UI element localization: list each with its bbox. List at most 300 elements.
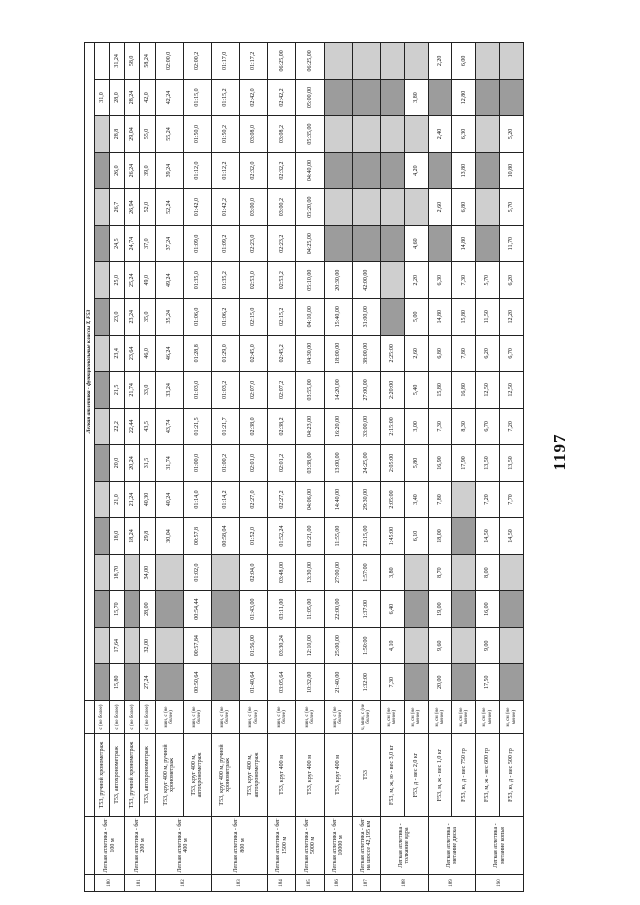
value-cell: [452, 481, 476, 518]
value-cell: 03:21,00: [296, 518, 324, 555]
value-cell: 2:05:00: [380, 445, 404, 482]
value-cell: [95, 189, 110, 226]
value-cell: 16,80: [452, 372, 476, 409]
value-cell: 02:07,0: [240, 372, 268, 409]
value-cell: 8,70: [428, 554, 452, 591]
value-cell: [352, 116, 380, 153]
value-cell: 02:23,2: [268, 225, 296, 262]
value-cell: 01:21,7: [211, 408, 239, 445]
value-cell: 29,04: [125, 116, 140, 153]
discipline-name: Легкая атлетика - бег 1500 м: [268, 817, 296, 875]
value-cell: 20:30,00: [324, 262, 352, 299]
value-cell: 11,70: [500, 225, 524, 262]
value-cell: [95, 262, 110, 299]
value-cell: [95, 554, 110, 591]
value-cell: 39,24: [155, 152, 183, 189]
value-cell: 26,94: [125, 189, 140, 226]
value-cell: 33,0: [140, 372, 155, 409]
value-cell: [352, 152, 380, 189]
value-cell: 7,70: [500, 481, 524, 518]
row-number: 182: [155, 875, 211, 892]
value-cell: 25,0: [110, 262, 125, 299]
value-cell: [404, 189, 428, 226]
row-number: 181: [125, 875, 155, 892]
sub-discipline: Т53, круг 400 м: [324, 734, 352, 817]
value-cell: 6,70: [500, 335, 524, 372]
unit: мин, с (не более): [296, 701, 324, 734]
value-cell: [404, 43, 428, 80]
value-cell: [500, 43, 524, 80]
value-cell: [324, 189, 352, 226]
value-cell: 2,20: [404, 262, 428, 299]
value-cell: 15,80: [110, 664, 125, 701]
value-cell: [476, 225, 500, 262]
value-cell: 2:05:00: [380, 481, 404, 518]
value-cell: 02:42,0: [240, 79, 268, 116]
value-cell: 7,30: [380, 664, 404, 701]
value-cell: 11:05,00: [296, 591, 324, 628]
value-cell: 06:25,00: [296, 43, 324, 80]
row-number: 190: [476, 875, 524, 892]
sub-discipline: Т53, круг 400 м, автохронометраж: [183, 734, 211, 817]
value-cell: [155, 591, 183, 628]
value-cell: 02:32,0: [240, 152, 268, 189]
value-cell: 01:40,64: [240, 664, 268, 701]
value-cell: 29,8: [140, 518, 155, 555]
value-cell: 10:32,00: [296, 664, 324, 701]
value-cell: 21,24: [125, 481, 140, 518]
table-row: [476, 43, 500, 892]
value-cell: 21,0: [110, 481, 125, 518]
value-cell: 49,0: [140, 262, 155, 299]
value-cell: 6,80: [452, 189, 476, 226]
value-cell: 02:53,2: [268, 262, 296, 299]
standards-table: [84, 42, 524, 892]
table-row: [296, 43, 324, 892]
discipline-name: Легкая атлетика - метание диска: [428, 817, 476, 875]
value-cell: 18,70: [110, 554, 125, 591]
value-cell: 01:50,2: [211, 116, 239, 153]
value-cell: [476, 79, 500, 116]
unit: мин, с (не более): [211, 701, 239, 734]
row-number: 188: [380, 875, 428, 892]
value-cell: [125, 664, 140, 701]
value-cell: 03:11,00: [268, 591, 296, 628]
value-cell: 4,20: [404, 152, 428, 189]
value-cell: 37,0: [140, 225, 155, 262]
value-cell: 5,00: [404, 298, 428, 335]
value-cell: 16:20,00: [324, 408, 352, 445]
value-cell: 01:15,0: [183, 79, 211, 116]
value-cell: 7,80: [452, 335, 476, 372]
value-cell: 27:00,00: [324, 554, 352, 591]
value-cell: 06:25,00: [268, 43, 296, 80]
table-row: [324, 43, 352, 892]
value-cell: [211, 664, 239, 701]
value-cell: 18:00,00: [324, 335, 352, 372]
value-cell: 01:12,0: [183, 152, 211, 189]
value-cell: 46,24: [155, 335, 183, 372]
value-cell: 01:50,0: [183, 116, 211, 153]
table-row: [452, 43, 476, 892]
value-cell: [95, 481, 110, 518]
value-cell: [324, 225, 352, 262]
value-cell: 13,50: [476, 445, 500, 482]
value-cell: 3,00: [404, 408, 428, 445]
value-cell: 39,0: [140, 152, 155, 189]
value-cell: 12,80: [452, 79, 476, 116]
sub-discipline: Т53, круг 400 м, ручной хронометраж: [155, 734, 183, 817]
value-cell: 27,24: [140, 664, 155, 701]
discipline-name: Легкая атлетика - бег на шоссе 42,195 км: [352, 817, 380, 875]
value-cell: [476, 189, 500, 226]
value-cell: 27:00,00: [352, 372, 380, 409]
value-cell: 55,24: [155, 116, 183, 153]
value-cell: 6,20: [476, 335, 500, 372]
value-cell: 31,74: [155, 445, 183, 482]
value-cell: [95, 152, 110, 189]
value-cell: 21,74: [125, 372, 140, 409]
value-cell: [500, 664, 524, 701]
value-cell: 04:40,00: [296, 152, 324, 189]
value-cell: [380, 298, 404, 335]
value-cell: [452, 627, 476, 664]
value-cell: 1:50:00: [352, 627, 380, 664]
value-cell: 5,70: [500, 189, 524, 226]
value-cell: 13:30,00: [296, 554, 324, 591]
value-cell: 43,5: [140, 408, 155, 445]
value-cell: 03:00,0: [240, 189, 268, 226]
value-cell: [95, 591, 110, 628]
value-cell: 01:09,2: [211, 225, 239, 262]
value-cell: 05:10,00: [296, 262, 324, 299]
value-cell: [125, 554, 140, 591]
value-cell: 01:43,00: [240, 591, 268, 628]
unit: мин, с (не более): [155, 701, 183, 734]
value-cell: 6,80: [428, 335, 452, 372]
value-cell: 11:55,00: [324, 518, 352, 555]
table-header: Легкая атлетика - функциональные классы T, F53: [85, 43, 95, 701]
value-cell: [476, 116, 500, 153]
value-cell: 26,24: [125, 152, 140, 189]
value-cell: [211, 627, 239, 664]
table-row: [211, 43, 239, 892]
value-cell: 1:32:00: [352, 664, 380, 701]
value-cell: 11,50: [476, 298, 500, 335]
page-number: 1197: [550, 433, 569, 471]
value-cell: 02:45,0: [240, 335, 268, 372]
sub-discipline: F53, м, ж - вес 600 гр: [476, 734, 500, 817]
value-cell: 00:57,84: [183, 627, 211, 664]
value-cell: [404, 627, 428, 664]
value-cell: [500, 79, 524, 116]
value-cell: 02:15,2: [268, 298, 296, 335]
value-cell: 01:42,2: [211, 189, 239, 226]
value-cell: 1:45:00: [380, 518, 404, 555]
unit: м, см (не менее): [380, 701, 404, 734]
value-cell: 15:40,00: [324, 298, 352, 335]
value-cell: 18,24: [125, 518, 140, 555]
value-cell: 03:30,24: [268, 627, 296, 664]
value-cell: 22,2: [110, 408, 125, 445]
value-cell: 12,50: [476, 372, 500, 409]
value-cell: 13,50: [500, 445, 524, 482]
value-cell: 52,0: [140, 189, 155, 226]
value-cell: [95, 408, 110, 445]
unit: мин, с (не более): [324, 701, 352, 734]
sub-discipline: Т53, круг 400 м: [296, 734, 324, 817]
value-cell: 34,00: [140, 554, 155, 591]
value-cell: 20,0: [110, 445, 125, 482]
value-cell: 01:12,2: [211, 152, 239, 189]
value-cell: 28,24: [125, 79, 140, 116]
unit: мин, с (не более): [183, 701, 211, 734]
value-cell: 31,5: [140, 445, 155, 482]
value-cell: 02:00,0: [155, 43, 183, 80]
unit: с (не более): [140, 701, 155, 734]
row-number: 184: [268, 875, 296, 892]
value-cell: 42:00,00: [352, 262, 380, 299]
value-cell: 03:38,00: [296, 445, 324, 482]
value-cell: [95, 43, 110, 80]
unit: мин, с (не более): [240, 701, 268, 734]
value-cell: 14,50: [500, 518, 524, 555]
value-cell: 02:01,2: [268, 445, 296, 482]
value-cell: 17,64: [110, 627, 125, 664]
value-cell: 20,24: [125, 445, 140, 482]
value-cell: 20,00: [428, 664, 452, 701]
value-cell: 2,60: [404, 335, 428, 372]
sub-discipline: Т53, круг 400 м, автохронометраж: [240, 734, 268, 817]
value-cell: 05:20,00: [296, 189, 324, 226]
discipline-name: Легкая атлетика - метание копья: [476, 817, 524, 875]
value-cell: 01:15,2: [211, 79, 239, 116]
value-cell: [380, 43, 404, 80]
value-cell: 15,80: [452, 298, 476, 335]
value-cell: [95, 627, 110, 664]
value-cell: [211, 591, 239, 628]
value-cell: 01:17,2: [240, 43, 268, 80]
value-cell: 21:40,00: [324, 664, 352, 701]
value-cell: 4,60: [404, 225, 428, 262]
value-cell: [380, 189, 404, 226]
value-cell: 8,30: [452, 408, 476, 445]
row-number: 187: [352, 875, 380, 892]
value-cell: 04:30,00: [296, 335, 324, 372]
value-cell: 23,4: [110, 335, 125, 372]
value-cell: [125, 627, 140, 664]
row-number: 189: [428, 875, 476, 892]
value-cell: 21,5: [110, 372, 125, 409]
table-row: [428, 43, 452, 892]
value-cell: [352, 225, 380, 262]
value-cell: 37,24: [155, 225, 183, 262]
value-cell: 5,80: [404, 445, 428, 482]
value-cell: 8,00: [476, 554, 500, 591]
value-cell: [211, 554, 239, 591]
value-cell: 12:10,00: [296, 627, 324, 664]
value-cell: 15,80: [428, 372, 452, 409]
unit: м, см (не менее): [428, 701, 452, 734]
value-cell: 40,24: [155, 481, 183, 518]
value-cell: 02:04,0: [240, 554, 268, 591]
sub-discipline: Т53: [352, 734, 380, 817]
value-cell: 19,00: [428, 591, 452, 628]
value-cell: 02:27,2: [268, 481, 296, 518]
table-row: [183, 43, 211, 892]
value-cell: 3,40: [404, 481, 428, 518]
value-cell: 29:30,00: [352, 481, 380, 518]
value-cell: 23,64: [125, 335, 140, 372]
discipline-name: Легкая атлетика - бег 100 м: [95, 817, 125, 875]
value-cell: 9,60: [428, 627, 452, 664]
sub-discipline: Т53, автохронометраж: [110, 734, 125, 817]
value-cell: 14,80: [452, 225, 476, 262]
value-cell: 7,30: [428, 408, 452, 445]
value-cell: 31,24: [110, 43, 125, 80]
discipline-name: Легкая атлетика - бег 5000 м: [296, 817, 324, 875]
value-cell: [95, 372, 110, 409]
value-cell: 4,10: [380, 627, 404, 664]
unit: с (не более): [110, 701, 125, 734]
value-cell: [500, 591, 524, 628]
unit: с (не более): [95, 701, 110, 734]
value-cell: 5,20: [500, 116, 524, 153]
value-cell: 01:00,2: [211, 445, 239, 482]
value-cell: 01:00,0: [183, 445, 211, 482]
value-cell: 05:35,00: [296, 116, 324, 153]
table-row: [110, 43, 125, 892]
discipline-name: Легкая атлетика - бег 200 м: [125, 817, 155, 875]
value-cell: 02:32,2: [268, 152, 296, 189]
value-cell: [95, 225, 110, 262]
value-cell: 35,0: [140, 298, 155, 335]
value-cell: 7,20: [476, 481, 500, 518]
value-cell: 7,30: [452, 262, 476, 299]
value-cell: 01:35,2: [211, 262, 239, 299]
sub-discipline: F53, д - вес 2,0 кг: [404, 734, 428, 817]
value-cell: [476, 152, 500, 189]
table-row: [268, 43, 296, 892]
row-number: 185: [296, 875, 324, 892]
value-cell: 00:54,44: [183, 591, 211, 628]
sub-discipline: Т53, ручной хронометраж: [125, 734, 140, 817]
unit: м, см (не менее): [452, 701, 476, 734]
sub-discipline: Т53, автохронометраж: [140, 734, 155, 817]
value-cell: 01:02,0: [183, 554, 211, 591]
unit: м, см (не менее): [404, 701, 428, 734]
value-cell: 17,50: [476, 664, 500, 701]
value-cell: 03:48,00: [268, 554, 296, 591]
value-cell: 01:56,00: [240, 627, 268, 664]
value-cell: 2:20:00: [380, 372, 404, 409]
row-number: 183: [211, 875, 267, 892]
value-cell: 03:00,2: [268, 189, 296, 226]
value-cell: 03:05,64: [268, 664, 296, 701]
value-cell: [452, 554, 476, 591]
value-cell: [380, 116, 404, 153]
value-cell: 46,0: [140, 335, 155, 372]
value-cell: 22,44: [125, 408, 140, 445]
value-cell: 12,50: [500, 372, 524, 409]
value-cell: 6,00: [452, 43, 476, 80]
table-row: [404, 43, 428, 892]
table-row: [125, 43, 140, 892]
table-row: [240, 43, 268, 892]
value-cell: 05:00,00: [296, 79, 324, 116]
value-cell: 02:38,2: [268, 408, 296, 445]
value-cell: [95, 335, 110, 372]
value-cell: 14,80: [428, 298, 452, 335]
value-cell: 14:20,00: [324, 372, 352, 409]
value-cell: [324, 116, 352, 153]
value-cell: 14,50: [476, 518, 500, 555]
table-header-row: [85, 43, 95, 892]
table-row: [352, 43, 380, 892]
value-cell: 03:08,0: [240, 116, 268, 153]
value-cell: 02:53,0: [240, 262, 268, 299]
table-row: [95, 43, 110, 892]
value-cell: 24:25,00: [352, 445, 380, 482]
value-cell: [155, 554, 183, 591]
value-cell: 40,30: [140, 481, 155, 518]
sub-discipline: F53, ю, д - вес 750 гр: [452, 734, 476, 817]
value-cell: 43,74: [155, 408, 183, 445]
value-cell: [452, 591, 476, 628]
sub-discipline: Т53, ручной хронометраж: [95, 734, 110, 817]
value-cell: [452, 518, 476, 555]
table-row: [500, 43, 524, 892]
value-cell: 01:52,24: [268, 518, 296, 555]
value-cell: 6,20: [500, 262, 524, 299]
value-cell: 25,24: [125, 262, 140, 299]
value-cell: 02:23,0: [240, 225, 268, 262]
value-cell: 49,24: [155, 262, 183, 299]
value-cell: 55,0: [140, 116, 155, 153]
sub-discipline: F53, м, ж, ю - вес 3,0 кг: [380, 734, 404, 817]
sub-discipline: Т53, круг 400 м, ручной хронометраж: [211, 734, 239, 817]
value-cell: 30,04: [155, 518, 183, 555]
value-cell: 2:15:00: [380, 408, 404, 445]
value-cell: [380, 79, 404, 116]
value-cell: 03:08,2: [268, 116, 296, 153]
value-cell: 13:00,00: [324, 445, 352, 482]
value-cell: 5,40: [404, 372, 428, 409]
table-row: [155, 43, 183, 892]
value-cell: 26,0: [110, 152, 125, 189]
value-cell: [95, 116, 110, 153]
value-cell: 23,0: [110, 298, 125, 335]
value-cell: 26,7: [110, 189, 125, 226]
value-cell: 31:00,00: [352, 298, 380, 335]
value-cell: 38:00,00: [352, 335, 380, 372]
unit: ч, мин, с (не более): [352, 701, 380, 734]
value-cell: 02:07,2: [268, 372, 296, 409]
value-cell: 14:40,00: [324, 481, 352, 518]
value-cell: [500, 554, 524, 591]
value-cell: [352, 43, 380, 80]
table-row: [380, 43, 404, 892]
value-cell: 00:58,04: [211, 518, 239, 555]
value-cell: 35,24: [155, 298, 183, 335]
value-cell: 01:03,0: [183, 372, 211, 409]
value-cell: 33,24: [155, 372, 183, 409]
value-cell: 6,70: [476, 408, 500, 445]
value-cell: [380, 152, 404, 189]
value-cell: [95, 518, 110, 555]
value-cell: [476, 43, 500, 80]
sub-discipline: Т53, круг 400 м: [268, 734, 296, 817]
